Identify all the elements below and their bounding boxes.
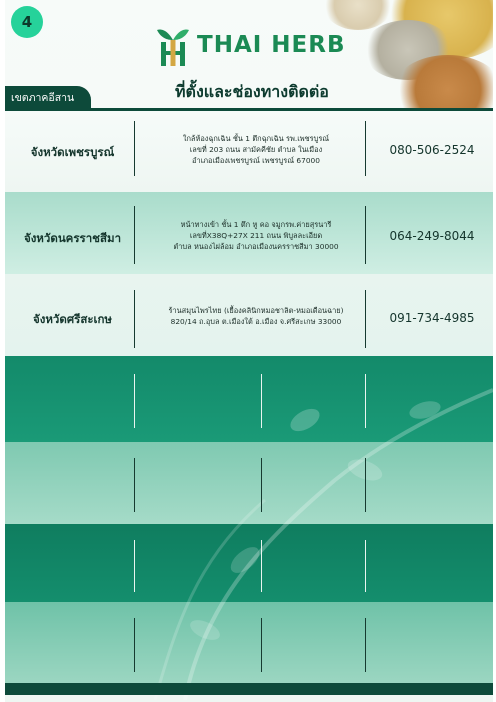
province-name: จังหวัดนครราชสีมา: [23, 231, 122, 245]
column-divider: [261, 618, 262, 672]
column-divider: [134, 206, 135, 264]
column-divider: [134, 618, 135, 672]
column-divider: [365, 540, 366, 592]
address-line: เลขที่ 203 ถนน สามัคคีชัย ตำบล ในเมือง: [189, 145, 323, 154]
region-divider: [5, 108, 493, 111]
address: [145, 305, 367, 327]
column-divider: [261, 458, 262, 512]
address-line: ร้านสมุนไพรไทย (เยื้องคลินิกหมอชาลิต-หมอเดือนฉาย): [168, 306, 344, 315]
column-divider: [365, 121, 366, 176]
column-divider: [365, 458, 366, 512]
address-line: เลขที่X38Q+27X 211 ถนน พิบูลละเอียด: [189, 231, 323, 240]
page-title: ที่ตั้งและช่องทางติดต่อ: [175, 82, 329, 101]
column-divider: [365, 290, 366, 348]
phone-number: 080-506-2524: [389, 143, 475, 157]
address-line: หน้าทางเข้า ชั้น 1 ตึก หู คอ จมูกรพ.ค่ายสุรนารี: [180, 220, 332, 229]
brand-name: THAI HERB: [197, 32, 346, 58]
column-divider: [365, 374, 366, 428]
address: [145, 133, 367, 166]
page: [5, 0, 493, 702]
address-line: อำเภอเมืองเพชรบูรณ์ เพชรบูรณ์ 67000: [192, 156, 320, 165]
column-divider: [134, 458, 135, 512]
column-divider: [134, 121, 135, 176]
phone-number: 064-249-8044: [389, 229, 475, 243]
column-divider: [134, 290, 135, 348]
province-name: จังหวัดเพชรบูรณ์: [30, 145, 115, 159]
address-line: ตำบล หนองไผ่ล้อม อำเภอเมืองนครราชสีมา 30000: [173, 242, 339, 251]
column-divider: [261, 540, 262, 592]
address-line: ใกล้ห้องฉุกเฉิน ชั้น 1 ตึกฉุกเฉิน รพ.เพชรบูรณ์: [182, 134, 330, 143]
column-divider: [134, 540, 135, 592]
region-label: เขตภาคอีสาน: [5, 86, 91, 108]
row-band-4: [5, 356, 493, 442]
province-name: จังหวัดศรีสะเกษ: [32, 312, 112, 326]
address: [145, 219, 367, 252]
herb-leaf-icon: [155, 22, 191, 68]
row-band-6: [5, 524, 493, 602]
column-divider: [261, 374, 262, 428]
page-number-badge: 4: [11, 6, 43, 38]
row-band-7: [5, 602, 493, 683]
row-band-5: [5, 442, 493, 524]
column-divider: [365, 618, 366, 672]
address-line: 820/14 ถ.อุบล ต.เมืองใต้ อ.เมือง จ.ศรีสะเกษ 33000: [170, 317, 342, 326]
column-divider: [365, 206, 366, 264]
phone-number: 091-734-4985: [389, 311, 475, 325]
brand-logo: [155, 20, 346, 70]
footer-bar: [5, 683, 493, 695]
column-divider: [134, 374, 135, 428]
